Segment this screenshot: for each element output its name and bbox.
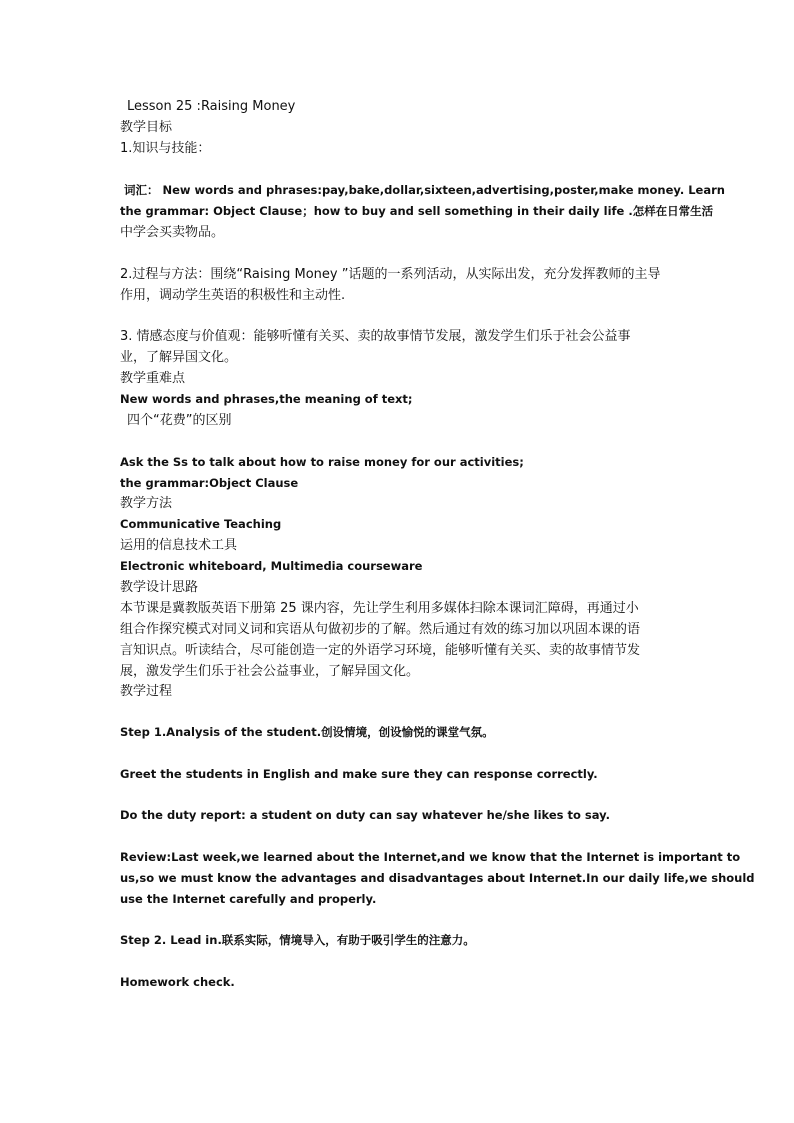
goal1-text-line2: the grammar: Object Clause；how to buy and sell something in their daily life .怎样在日常生活: [120, 204, 714, 218]
goal3-text-line2: 业，了解异国文化。: [120, 350, 238, 365]
goal1-text-line1: 词汇： New words and phrases:pay,bake,dollar,sixteen,advertising,poster,make money. Learn: [124, 183, 725, 197]
greet-text: Greet the students in English and make sure they can response correctly.: [120, 767, 598, 781]
key-point-3: Ask the Ss to talk about how to raise money for our activities;: [120, 455, 524, 469]
heading-it-tools: 运用的信息技术工具: [120, 538, 238, 553]
review-line-1: Review:Last week,we learned about the Internet,and we know that the Internet is important to: [120, 850, 741, 864]
review-line-3: use the Internet carefully and properly.: [120, 892, 377, 906]
key-point-1: New words and phrases,the meaning of text;: [120, 392, 413, 406]
goal2-text-line1: 2.过程与方法：围绕“Raising Money ”话题的一系列活动，从实际出发，充分发挥教师的主导: [120, 267, 661, 282]
design-line-3: 言知识点。听读结合，尽可能创造一定的外语学习环境，能够听懂有关买、卖的故事情节发: [120, 643, 641, 658]
goal1-text-line3: 中学会买卖物品。: [120, 225, 225, 240]
lesson-title: Lesson 25 :Raising Money: [127, 99, 296, 114]
goal2-text-line2: 作用，调动学生英语的积极性和主动性.: [120, 288, 346, 303]
teaching-method: Communicative Teaching: [120, 517, 282, 531]
it-tools: Electronic whiteboard, Multimedia courseware: [120, 559, 423, 573]
heading-key-points: 教学重难点: [120, 371, 186, 386]
design-line-2: 组合作探究模式对同义词和宾语从句做初步的了解。然后通过有效的练习加以巩固本课的语: [120, 622, 641, 637]
step2-heading: Step 2. Lead in.联系实际，情境导入，有助于吸引学生的注意力。: [120, 933, 475, 947]
heading-teaching-methods: 教学方法: [120, 496, 173, 511]
design-line-4: 展，激发学生们乐于社会公益事业，了解异国文化。: [120, 664, 420, 679]
step1-heading: Step 1.Analysis of the student.创设情境，创设愉悦的课堂气氛。: [120, 725, 494, 739]
review-line-2: us,so we must know the advantages and disadvantages about Internet.In our daily life,we should: [120, 871, 755, 885]
goal1-heading: 1.知识与技能：: [120, 141, 211, 156]
heading-teaching-process: 教学过程: [120, 684, 173, 699]
key-point-2: 四个“花费”的区别: [127, 413, 232, 428]
heading-teaching-goals: 教学目标: [120, 120, 173, 135]
key-point-4: the grammar:Object Clause: [120, 476, 299, 490]
design-line-1: 本节课是冀教版英语下册第 25 课内容，先让学生利用多媒体扫除本课词汇障碍，再通过小: [120, 601, 639, 616]
duty-report-text: Do the duty report: a student on duty can say whatever he/she likes to say.: [120, 808, 610, 822]
heading-design-ideas: 教学设计思路: [120, 580, 199, 595]
goal3-text-line1: 3. 情感态度与价值观：能够听懂有关买、卖的故事情节发展，激发学生们乐于社会公益事: [120, 329, 631, 344]
homework-check: Homework check.: [120, 975, 235, 989]
